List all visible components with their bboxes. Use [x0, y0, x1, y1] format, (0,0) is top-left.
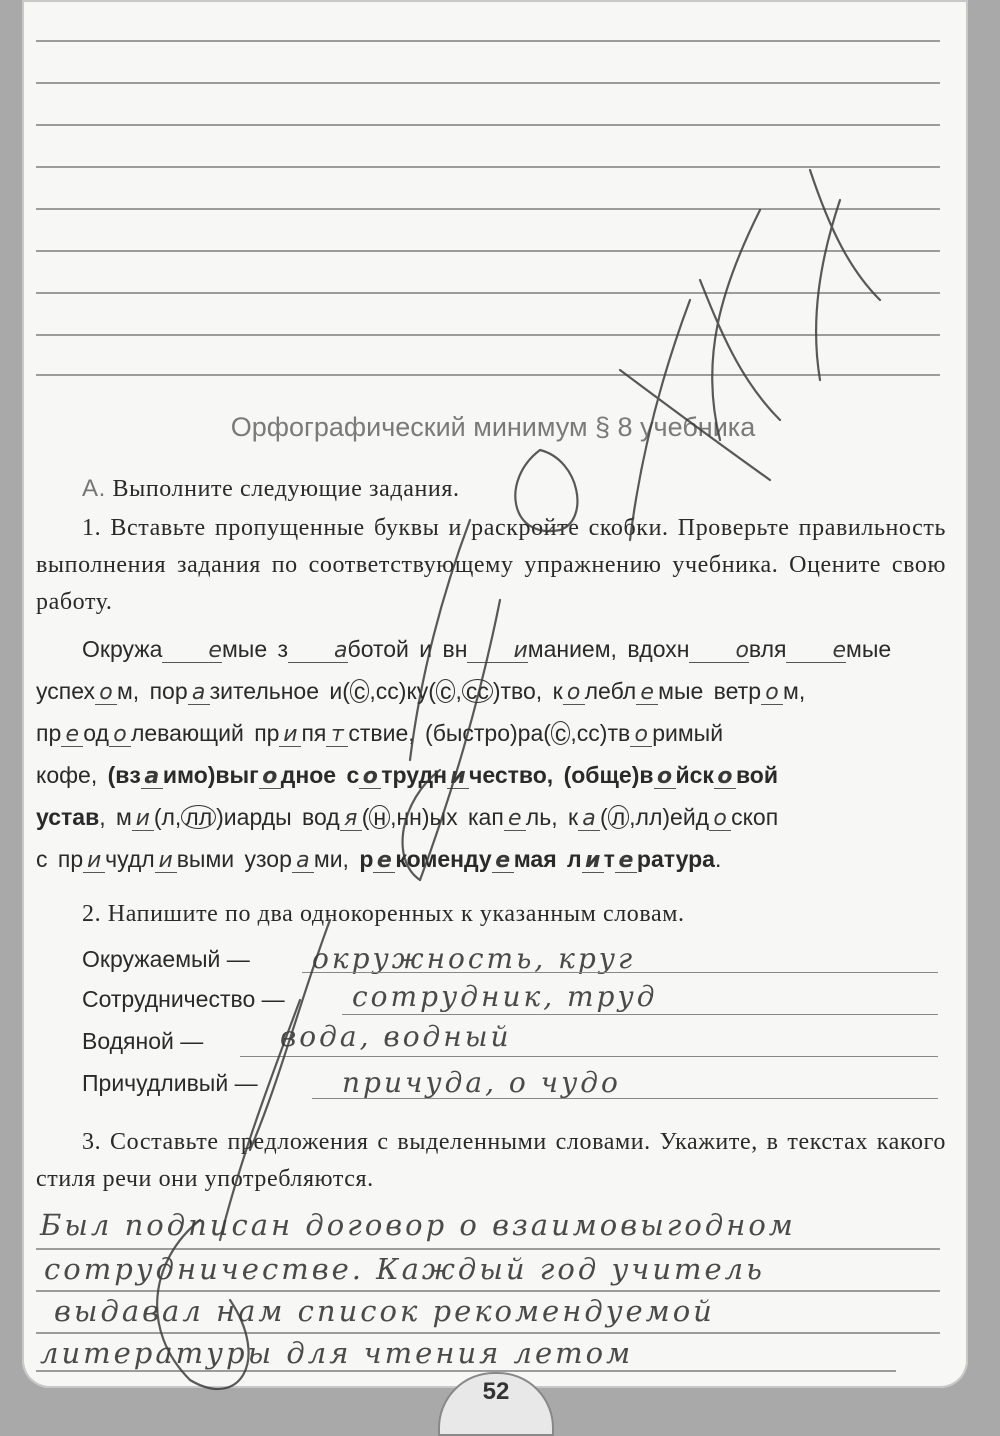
task-2-row-4: [82, 1066, 621, 1110]
answer-line: [240, 1056, 938, 1057]
task-2-answer: сотрудник, труд: [352, 980, 658, 1013]
text: с пр: [36, 846, 84, 872]
exercise-line-6: [36, 838, 946, 880]
filled-letter: а: [292, 850, 314, 873]
text: ми,: [313, 846, 360, 872]
text: мые ветр: [658, 678, 761, 704]
text: вля: [748, 636, 787, 662]
filled-letter: я: [340, 808, 362, 831]
task-a-text: Выполните следующие задания.: [112, 476, 460, 502]
text: дное с: [280, 762, 360, 788]
task-2-answer: окружность, круг: [312, 942, 636, 975]
text: вой: [735, 762, 778, 788]
text: ствие, (быстро)ра(: [348, 720, 551, 746]
task-3-answer-line: выдавал нам список рекомендуемой: [54, 1294, 715, 1328]
text: мые з: [221, 636, 289, 662]
filled-letter: о: [95, 682, 117, 705]
exercise-line-2: [36, 670, 946, 712]
filled-letter: т: [326, 724, 348, 747]
text: устав: [36, 804, 100, 830]
text: (вз: [107, 762, 141, 788]
filled-letter: е: [504, 808, 526, 831]
page-number: 52: [482, 1378, 510, 1405]
text: т: [603, 846, 615, 872]
task-3-instruction: 3. Составьте предложения с выделенными словами. Укажите, в текстах какого стиля речи они употребляются.: [36, 1129, 946, 1192]
text: йск: [675, 762, 714, 788]
circled-choice: н: [369, 805, 390, 829]
text: коменду: [395, 846, 492, 872]
task-2-answer: причуда, о чудо: [342, 1066, 621, 1099]
filled-letter: е: [162, 640, 222, 663]
exercise-line-3: [36, 712, 946, 754]
filled-letter: а: [288, 640, 347, 663]
circled-choice: с: [436, 679, 456, 703]
task-2-row-1: [82, 942, 636, 986]
text: мые: [846, 636, 892, 662]
text: ботой и вн: [347, 636, 468, 662]
filled-letter: и: [132, 808, 154, 831]
task-2-word: Причудливый —: [82, 1070, 258, 1096]
text: имо)выг: [162, 762, 259, 788]
filled-letter: о: [761, 682, 783, 705]
filled-letter: о: [714, 766, 736, 789]
task-2-instruction: 2. Напишите по два однокоренных к указанным словам.: [82, 901, 685, 927]
text: ,сс)ку(: [369, 678, 436, 704]
text: кофе,: [36, 762, 108, 788]
answer-line: [342, 1014, 938, 1015]
task-1-instruction: 1. Вставьте пропущенные буквы и раскройте скобки. Проверьте правильность выполнения задания по соответствующему упражнению учебника. Оцените свою работу.: [36, 515, 946, 615]
circled-choice: лл: [181, 805, 216, 829]
page-number-tab: [438, 1372, 554, 1436]
text: чудл: [105, 846, 155, 872]
text: (л,: [153, 804, 182, 830]
filled-letter: и: [467, 640, 527, 663]
filled-letter: е: [492, 850, 514, 873]
filled-letter: е: [615, 850, 637, 873]
text: римый: [652, 720, 724, 746]
exercise-line-1: [36, 628, 946, 670]
filled-letter: и: [155, 850, 177, 873]
bold-phrase: [108, 762, 778, 788]
text: .: [714, 846, 722, 872]
text: успех: [36, 678, 95, 704]
filled-letter: е: [61, 724, 83, 747]
section-title: Орфографический минимум § 8 учебника: [230, 412, 756, 442]
circled-choice: л: [608, 805, 629, 829]
text: )тво, к: [492, 678, 563, 704]
text: м,: [783, 678, 806, 704]
task-a-heading: [82, 470, 942, 508]
task-a-letter: А.: [82, 475, 106, 502]
filled-letter: о: [563, 682, 585, 705]
filled-letter: и: [447, 766, 469, 789]
filled-letter: и: [83, 850, 105, 873]
filled-letter: е: [786, 640, 846, 663]
filled-letter: а: [188, 682, 210, 705]
task-2-word: Окружаемый —: [82, 946, 250, 972]
filled-letter: а: [578, 808, 600, 831]
text: (: [361, 804, 370, 830]
circled-choice: с: [551, 721, 571, 745]
filled-letter: о: [259, 766, 281, 789]
answer-line: [302, 972, 938, 973]
text: (: [600, 804, 608, 830]
bold-phrase: [359, 846, 715, 872]
task-3-answer-line: сотрудничестве. Каждый год учитель: [44, 1252, 765, 1286]
filled-letter: и: [279, 724, 301, 747]
task-2-row-2: [82, 980, 658, 1026]
text: р: [359, 846, 374, 872]
filled-letter: о: [359, 766, 381, 789]
text: чество, (обще)в: [469, 762, 654, 788]
text: ,: [455, 678, 462, 704]
task-3-answer-line: Был подписан договор о взаимовыгодном: [40, 1208, 796, 1242]
answer-line: [312, 1098, 938, 1099]
text: ратура: [636, 846, 715, 872]
text: мая л: [513, 846, 582, 872]
text: , м: [99, 804, 132, 830]
filled-letter: о: [689, 640, 748, 663]
text: лебл: [584, 678, 637, 704]
filled-letter: е: [636, 682, 658, 705]
text: ,нн)ых кап: [390, 804, 504, 830]
task-2-row-3: [82, 1020, 512, 1068]
circled-choice: с: [350, 679, 370, 703]
filled-letter: а: [141, 766, 163, 789]
task-2-word: Водяной —: [82, 1028, 204, 1054]
text: ,сс)тв: [570, 720, 631, 746]
filled-letter: о: [630, 724, 652, 747]
text: м, пор: [116, 678, 188, 704]
text: трудн: [381, 762, 448, 788]
text: пя: [301, 720, 327, 746]
text: )иарды вод: [216, 804, 340, 830]
text: скоп: [731, 804, 779, 830]
exercise-line-5: [36, 796, 946, 838]
exercise-line-4: [36, 754, 946, 796]
task-3-answer-line: литературы для чтения летом: [40, 1336, 634, 1370]
filled-letter: о: [709, 808, 731, 831]
task-2-word: Сотрудничество —: [82, 986, 285, 1012]
circled-choice: сс: [462, 679, 493, 703]
text: ль, к: [525, 804, 579, 830]
filled-letter: о: [654, 766, 676, 789]
text: од: [83, 720, 109, 746]
task-2-answer: вода, водный: [280, 1020, 512, 1053]
text: зительное и(: [209, 678, 350, 704]
text: манием, вдохн: [527, 636, 690, 662]
text: ,лл)ейд: [629, 804, 710, 830]
filled-letter: и: [582, 850, 604, 873]
text: левающий пр: [130, 720, 280, 746]
text: Окружа: [82, 636, 163, 662]
filled-letter: о: [109, 724, 131, 747]
text: выми узор: [176, 846, 292, 872]
text: пр: [36, 720, 62, 746]
filled-letter: е: [373, 850, 395, 873]
